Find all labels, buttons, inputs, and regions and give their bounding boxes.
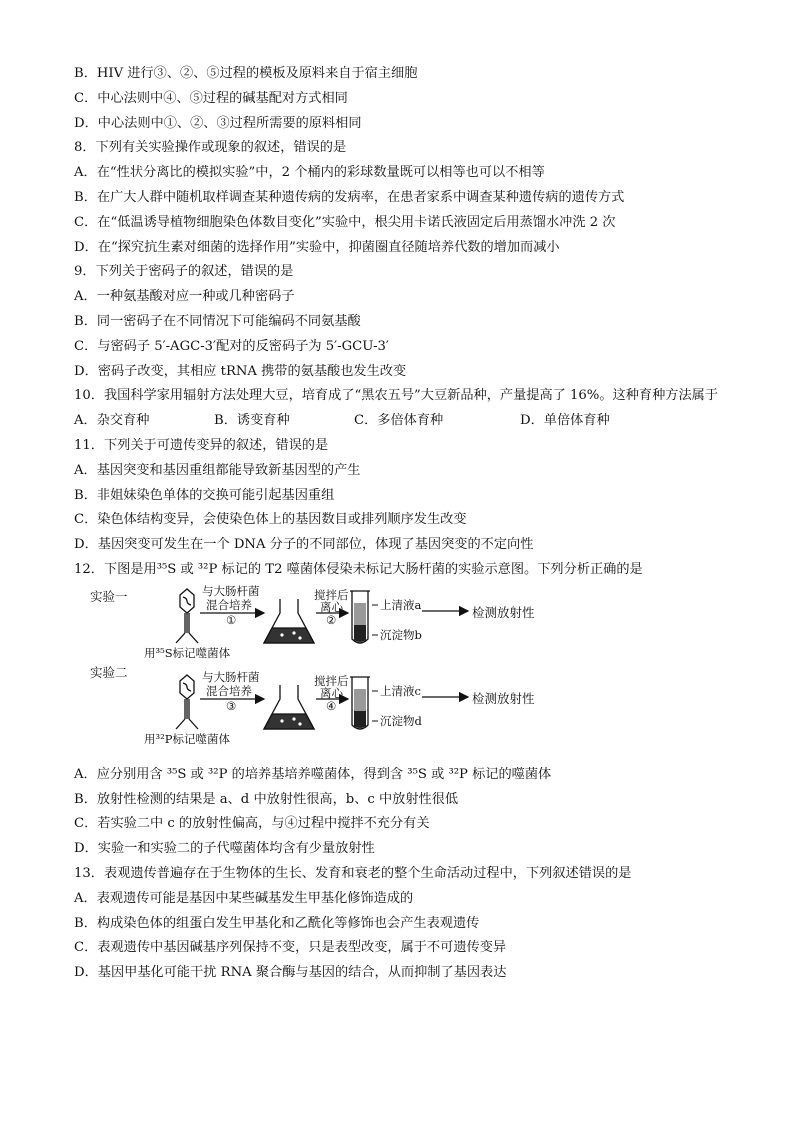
exp2-step-3: ③ bbox=[226, 698, 237, 713]
q9-option-d: D．密码子改变，其相应 tRNA 携带的氨基酸也发生改变 bbox=[74, 363, 407, 379]
exp1-phage-icon bbox=[176, 589, 198, 643]
q8-option-d: D．在“探究抗生素对细菌的选择作用”实验中，抑菌圈直径随培养代数的增加而减小 bbox=[74, 239, 560, 255]
exp2-mix-label-2: 混合培养 bbox=[206, 683, 252, 698]
q13-option-a: A．表观遗传可能是基因中某些碱基发生甲基化修饰造成的 bbox=[74, 890, 414, 906]
exp2-mix-label: 与大肠杆菌 bbox=[202, 669, 260, 684]
q10-option-a: A．杂交育种 bbox=[74, 413, 150, 429]
q7-option-b: B．HIV 进行③、②、⑤过程的模板及原料来自于宿主细胞 bbox=[74, 66, 418, 81]
q12-option-a: A．应分别用含 ³⁵S 或 ³²P 的培养基培养噬菌体，得到含 ³⁵S 或 ³²P 标记的噬菌体 bbox=[74, 766, 552, 782]
q12-option-b: B．放射性检测的结果是 a、d 中放射性很高，b、c 中放射性很低 bbox=[74, 791, 459, 807]
exam-page bbox=[74, 62, 734, 986]
exp2-phage-icon bbox=[176, 675, 198, 729]
q12-option-d: D．实验一和实验二的子代噬菌体均含有少量放射性 bbox=[74, 841, 375, 857]
exp2-tube-icon bbox=[350, 677, 370, 729]
q11-stem: 11．下列关于可遗传变异的叙述，错误的是 bbox=[74, 437, 329, 453]
q13-option-c: C．表观遗传中基因碱基序列保持不变，只是表型改变，属于不可遗传变异 bbox=[74, 940, 507, 956]
exp1-step-2: ② bbox=[326, 612, 337, 627]
q13-stem: 13．表观遗传普遍存在于生物体的生长、发育和衰老的整个生命活动过程中，下列叙述错误的是 bbox=[74, 865, 632, 881]
q12-stem: 12．下图是用³⁵S 或 ³²P 标记的 T2 噬菌体侵染未标记大肠杆菌的实验示意图。下列分析正确的是 bbox=[74, 561, 643, 577]
exp1-mix-label-2: 混合培养 bbox=[206, 597, 252, 612]
exp1-title: 实验一 bbox=[90, 588, 128, 604]
exp1-sediment: 沉淀物b bbox=[380, 627, 422, 642]
q13-option-d: D．基因甲基化可能干扰 RNA 聚合酶与基因的结合，从而抑制了基因表达 bbox=[74, 965, 507, 981]
q9-option-c: C．与密码子 5′-AGC-3′配对的反密码子为 5′-GCU-3′ bbox=[74, 338, 389, 354]
q8-option-b: B．在广大人群中随机取样调查某种遗传病的发病率，在患者家系中调查某种遗传病的遗传方式 bbox=[74, 189, 625, 205]
q8-option-c: C．在“低温诱导植物细胞染色体数目变化”实验中，根尖用卡诺氏液固定后用蒸馏水冲洗 2 次 bbox=[74, 214, 616, 230]
exp2-title: 实验二 bbox=[90, 664, 128, 680]
q7-option-c: C．中心法则中④、⑤过程的碱基配对方式相同 bbox=[74, 90, 348, 106]
exp2-detect-label: 检测放射性 bbox=[472, 690, 535, 706]
exp2-stir-label-2: 离心 bbox=[320, 685, 343, 700]
q10-stem: 10．我国科学家用辐射方法处理大豆，培育成了“黑农五号”大豆新品种，产量提高了 16%。这种育种方法属于 bbox=[74, 388, 719, 404]
phage-experiment-figure bbox=[88, 585, 608, 757]
q8-stem: 8．下列有关实验操作或现象的叙述，错误的是 bbox=[74, 140, 347, 156]
q10-options bbox=[74, 409, 734, 434]
exp1-supernatant: 上清液a bbox=[380, 597, 422, 612]
exp1-detect-label: 检测放射性 bbox=[472, 604, 535, 620]
exp2-stir-label: 搅拌后 bbox=[314, 673, 349, 688]
q10-option-d: D．单倍体育种 bbox=[520, 413, 610, 429]
exp1-stir-label-2: 离心 bbox=[320, 599, 343, 614]
exp1-flask-icon bbox=[264, 599, 314, 643]
q11-option-c: C．染色体结构变异，会使染色体上的基因数目或排列顺序发生改变 bbox=[74, 512, 467, 528]
q10-option-c: C．多倍体育种 bbox=[354, 413, 444, 429]
exp2-supernatant: 上清液c bbox=[380, 683, 421, 698]
q11-option-a: A．基因突变和基因重组都能导致新基因型的产生 bbox=[74, 462, 361, 478]
exp1-stir-label: 搅拌后 bbox=[314, 587, 349, 602]
exp1-step-1: ① bbox=[226, 612, 237, 627]
q11-option-b: B．非姐妹染色单体的交换可能引起基因重组 bbox=[74, 487, 335, 503]
exp2-flask-icon bbox=[264, 685, 314, 729]
q7-option-d: D．中心法则中①、②、③过程所需要的原料相同 bbox=[74, 115, 362, 131]
exp2-sediment: 沉淀物d bbox=[380, 713, 422, 728]
q8-option-a: A．在“性状分离比的模拟实验”中，2 个桶内的彩球数量既可以相等也可以不相等 bbox=[74, 165, 545, 181]
q11-option-d: D．基因突变可发生在一个 DNA 分子的不同部位，体现了基因突变的不定向性 bbox=[74, 537, 534, 553]
exp1-tube-icon bbox=[350, 591, 370, 643]
exp1-phage-label: 用³⁵S标记噬菌体 bbox=[144, 645, 231, 660]
q12-option-c: C．若实验二中 c 的放射性偏高，与④过程中搅拌不充分有关 bbox=[74, 816, 430, 832]
exp1-mix-label: 与大肠杆菌 bbox=[202, 583, 260, 598]
q10-option-b: B．诱变育种 bbox=[214, 413, 290, 429]
q13-option-b: B．构成染色体的组蛋白发生甲基化和乙酰化等修饰也会产生表观遗传 bbox=[74, 915, 480, 931]
exp2-step-4: ④ bbox=[326, 698, 337, 713]
q9-option-b: B．同一密码子在不同情况下可能编码不同氨基酸 bbox=[74, 313, 361, 329]
q9-stem: 9．下列关于密码子的叙述，错误的是 bbox=[74, 264, 294, 280]
exp2-phage-label: 用³²P标记噬菌体 bbox=[144, 731, 230, 746]
q9-option-a: A．一种氨基酸对应一种或几种密码子 bbox=[74, 289, 295, 305]
